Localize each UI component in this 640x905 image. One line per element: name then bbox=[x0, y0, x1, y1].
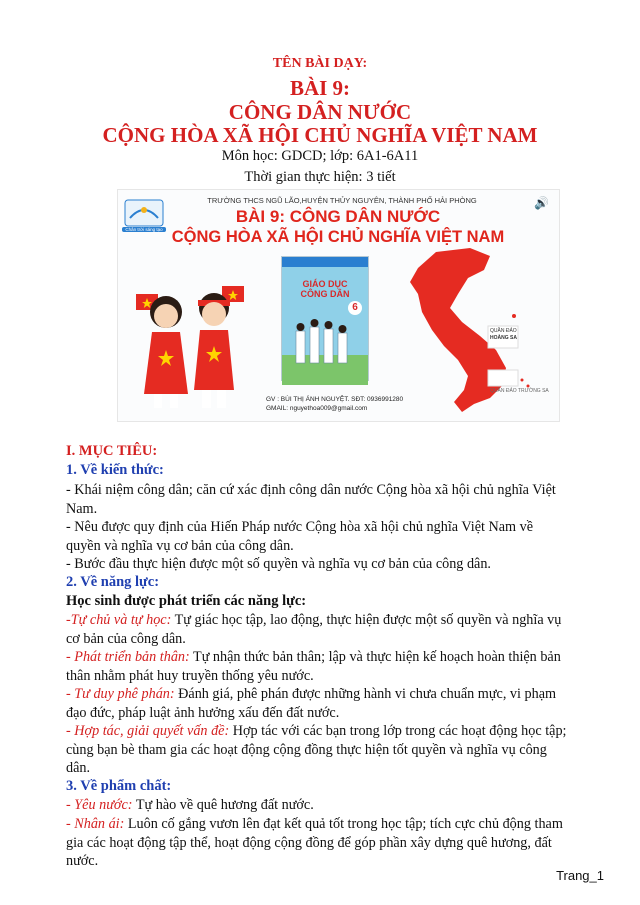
section-heading-objectives: I. MỤC TIÊU: bbox=[66, 443, 158, 459]
banner-title-line2: CỘNG HÒA XÃ HỘI CHỦ NGHĨA VIỆT NAM bbox=[171, 228, 505, 246]
lesson-title-line1: CÔNG DÂN NƯỚC bbox=[228, 100, 412, 124]
competence-item-critical-thinking: - Tư duy phê phán: Đánh giá, phê phán được những hành vi chưa chuẩn mực, vi phạm đạo đức, pháp luật ảnh hưởng xấu đến đất nước. bbox=[66, 686, 557, 721]
subheading-competence: 2. Về năng lực: bbox=[66, 574, 160, 590]
subheading-qualities: 3. Về phẩm chất: bbox=[66, 778, 172, 794]
lesson-label: TÊN BÀI DẠY: bbox=[272, 56, 368, 71]
lesson-banner-image bbox=[117, 189, 560, 422]
knowledge-item-1: - Khái niệm công dân; căn cứ xác định công dân nước Cộng hòa xã hội chủ nghĩa Việt Nam. bbox=[66, 482, 556, 517]
competence-item-self-study: -Tự chủ và tự học: Tự giác học tập, lao động, thực hiện được một số quyền và nghĩa vụ cơ bản của công dân. bbox=[66, 612, 562, 647]
quality-item-patriotism: - Yêu nước: Tự hào về quê hương đất nước. bbox=[66, 797, 314, 813]
book-title-line2: CÔNG DÂN bbox=[300, 289, 350, 299]
competence-item-cooperation: - Hợp tác, giải quyết vấn đề: Hợp tác với các bạn trong lớp trong các hoạt động học tập; cùng bạn bè tham gia các hoạt động cộng đồng thực hiện tốt quyền và nghĩa vụ công dân. bbox=[66, 723, 567, 777]
subheading-knowledge: 1. Về kiến thức: bbox=[66, 462, 164, 478]
quality-item-kindness: - Nhân ái: Luôn cố gắng vươn lên đạt kết quả tốt trong học tập; tích cực chủ động tham gia các hoạt động tập thể, hoạt động cộng đồng để góp phần xây dựng quê hương, đất nước. bbox=[66, 816, 563, 870]
competence-intro: Học sinh được phát triển các năng lực: bbox=[66, 593, 307, 609]
book-grade-number: 6 bbox=[348, 301, 362, 315]
textbook-cover-image bbox=[281, 256, 369, 381]
banner-school-name: TRƯỜNG THCS NGŨ LÃO,HUYỆN THỦY NGUYÊN, THÀNH PHỐ HẢI PHÒNG bbox=[207, 196, 477, 205]
competence-item-self-development: - Phát triển bản thân: Tự nhận thức bản thân; lập và thực hiện kế hoạch hoàn thiện bản thân nhằm phát huy truyền thống yêu nước. bbox=[66, 649, 561, 684]
book-title-line1: GIÁO DỤC bbox=[302, 279, 348, 289]
knowledge-item-3: - Bước đầu thực hiện được một số quyền và nghĩa vụ cơ bản của công dân. bbox=[66, 556, 491, 572]
teacher-contact: GV : BÙI THỊ ÁNH NGUYỆT. SĐT: 0936991280 GMAIL: nguyethoa009@gmail.com bbox=[266, 396, 404, 412]
publisher-logo-label: Chân trời sáng tạo bbox=[122, 227, 166, 232]
lesson-number: BÀI 9: bbox=[289, 76, 351, 100]
duration-line: Thời gian thực hiện: 3 tiết bbox=[244, 169, 396, 185]
island-label-truong-sa: QUẦN ĐẢO TRƯỜNG SA bbox=[490, 388, 549, 394]
subject-line: Môn học: GDCD; lớp: 6A1-6A11 bbox=[221, 148, 419, 164]
knowledge-item-2: - Nêu được quy định của Hiến Pháp nước Cộng hòa xã hội chủ nghĩa Việt Nam về quyền và nghĩa vụ cơ bản của công dân. bbox=[66, 519, 534, 554]
banner-title-line1: BÀI 9: CÔNG DÂN NƯỚC bbox=[235, 207, 441, 226]
speaker-icon[interactable]: 🔊 bbox=[534, 196, 549, 210]
island-labels: QUẦN ĐẢO HOÀNG SA bbox=[490, 328, 517, 341]
page-number: Trang_1 bbox=[556, 868, 604, 883]
book-people-icon bbox=[282, 315, 368, 385]
lesson-title-line2: CỘNG HÒA XÃ HỘI CHỦ NGHĨA VIỆT NAM bbox=[102, 123, 538, 147]
